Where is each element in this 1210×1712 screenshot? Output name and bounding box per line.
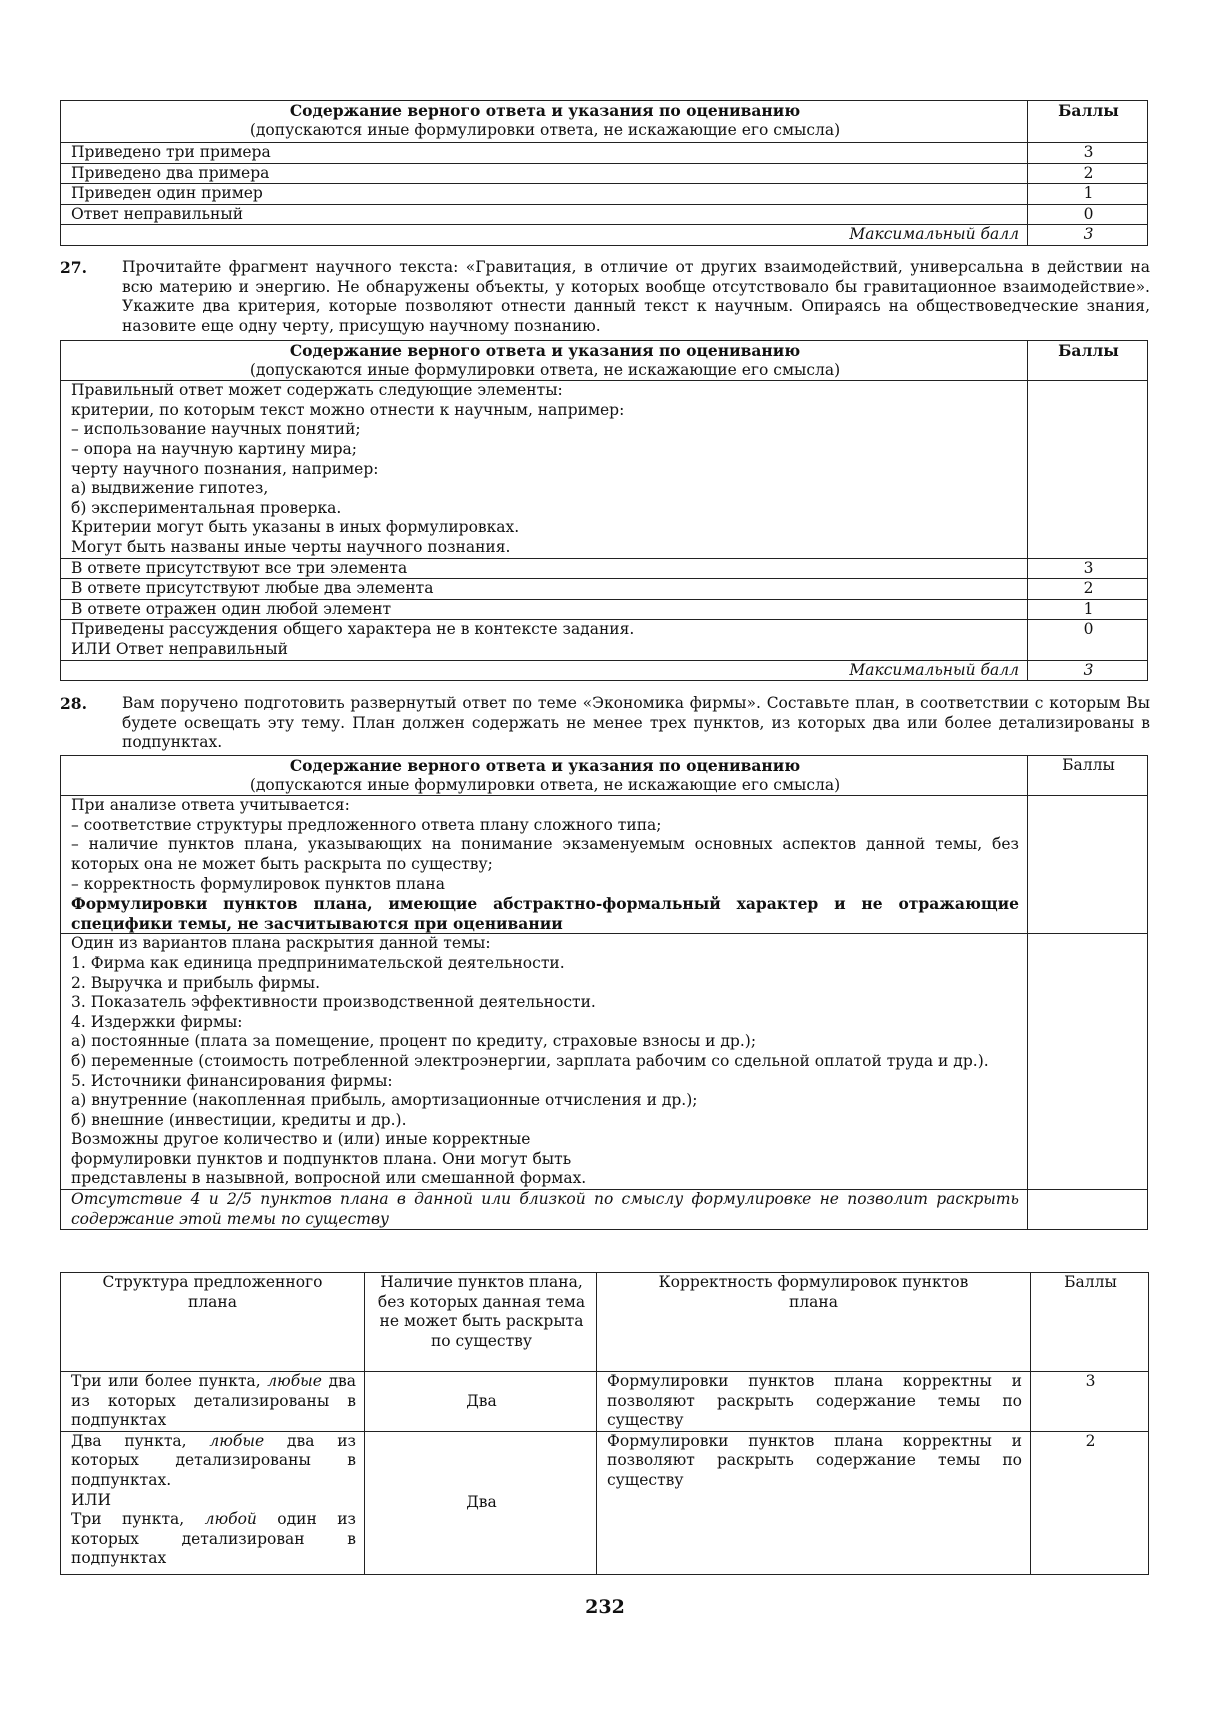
criterion-text: Приведено два примера bbox=[61, 163, 1028, 184]
plan-scoring-table bbox=[60, 1272, 1149, 1575]
question-number: 28. bbox=[60, 694, 87, 713]
header-subtitle: (допускаются иные формулировки ответа, не искажающие его смысла) bbox=[249, 120, 841, 139]
correctness-cell: Формулировки пунктов плана корректны и позволяют раскрыть содержание темы по существу bbox=[597, 1431, 1031, 1574]
header-title: Содержание верного ответа и указания по оцениванию bbox=[289, 341, 801, 360]
empty-score-cell bbox=[1028, 796, 1148, 934]
plan-line: 5. Источники финансирования фирмы: bbox=[71, 1071, 393, 1090]
criteria-line: – наличие пунктов плана, указывающих на понимание экзаменуемым основных аспектов данной темы, без которых она не может быть раскрыта по существу; bbox=[71, 835, 1019, 873]
score-value: 2 bbox=[1028, 163, 1148, 184]
content-line: критерии, по которым текст можно отнести к научным, например: bbox=[71, 400, 625, 419]
structure-or: ИЛИ bbox=[71, 1490, 111, 1509]
plan-row bbox=[61, 934, 1148, 1190]
structure-emphasis: любой bbox=[204, 1510, 257, 1529]
table-row bbox=[61, 1431, 1149, 1574]
score-value: 0 bbox=[1028, 620, 1148, 660]
plan-line: Один из вариантов плана раскрытия данной темы: bbox=[71, 934, 491, 953]
criterion-text: Приведено три примера bbox=[61, 143, 1028, 164]
scoring-table-27 bbox=[60, 340, 1148, 681]
criterion-text: Приведен один пример bbox=[61, 184, 1028, 205]
table-row bbox=[61, 143, 1148, 164]
structure-text: Три или более пункта, bbox=[71, 1372, 268, 1390]
score-header: Баллы bbox=[1028, 101, 1148, 143]
score-value: 2 bbox=[1028, 579, 1148, 600]
score-value: 3 bbox=[1031, 1372, 1149, 1432]
criterion-text bbox=[61, 620, 1028, 660]
header-structure: Структура предложенного плана bbox=[61, 1273, 365, 1372]
score-header: Баллы bbox=[1028, 756, 1148, 796]
score-value: 3 bbox=[1028, 558, 1148, 579]
content-line: Критерии могут быть указаны в иных формулировках. bbox=[71, 518, 520, 537]
plan-line: б) переменные (стоимость потребленной электроэнергии, зарплата рабочим со сдельной оплатой труда и др.). bbox=[71, 1051, 989, 1070]
header-cell bbox=[61, 341, 1028, 381]
content-line: б) экспериментальная проверка. bbox=[71, 498, 342, 517]
empty-score-cell bbox=[1028, 934, 1148, 1190]
header-presence: Наличие пунктов плана, без которых данная тема не может быть раскрыта по существу bbox=[365, 1273, 597, 1372]
content-line: Правильный ответ может содержать следующие элементы: bbox=[71, 381, 563, 400]
criterion-text: В ответе присутствуют все три элемента bbox=[61, 558, 1028, 579]
max-score-label: Максимальный балл bbox=[61, 660, 1028, 681]
table-row bbox=[61, 163, 1148, 184]
note-text: Отсутствие 4 и 2/5 пунктов плана в данной или близкой по смыслу формулировке не позволит раскрыть содержание этой темы по существу bbox=[61, 1190, 1028, 1230]
empty-score-cell bbox=[1028, 381, 1148, 558]
scoring-table-28 bbox=[60, 755, 1148, 1230]
table-row bbox=[61, 620, 1148, 660]
table-row bbox=[61, 204, 1148, 225]
question-text: Вам поручено подготовить развернутый ответ по теме «Экономика фирмы». Составьте план, в соответствии с которым Вы будете освещать эту тему. План должен содержать не менее трех пунктов, из которых два или более детализированы в подпунктах. bbox=[122, 694, 1150, 752]
answer-content-row bbox=[61, 381, 1148, 558]
plan-line: 3. Показатель эффективности производственной деятельности. bbox=[71, 993, 596, 1012]
structure-text: два из которых детализированы в подпунктах. bbox=[71, 1431, 357, 1489]
question-number: 27. bbox=[60, 258, 87, 277]
header-cell bbox=[61, 101, 1028, 143]
criterion-text: В ответе присутствуют любые два элемента bbox=[61, 579, 1028, 600]
criterion-line: Приведены рассуждения общего характера не в контексте задания. bbox=[71, 620, 635, 639]
criterion-text: В ответе отражен один любой элемент bbox=[61, 599, 1028, 620]
score-value: 1 bbox=[1028, 184, 1148, 205]
structure-emphasis: любые bbox=[267, 1372, 322, 1390]
score-value: 1 bbox=[1028, 599, 1148, 620]
note-row bbox=[61, 1190, 1148, 1230]
question-text: Прочитайте фрагмент научного текста: «Гравитация, в отличие от других взаимодействий, универсальна в действии на всю материю и энергию. Не обнаружены объекты, у которых вообще отсутствовало бы гравитационное взаимодействие». Укажите два критерия, которые позволяют отнести данный текст к научным. Опираясь на обществоведческие знания, назовите еще одну черту, присущую научному познанию. bbox=[122, 258, 1150, 335]
content-line: Могут быть названы иные черты научного познания. bbox=[71, 537, 511, 556]
structure-cell bbox=[61, 1431, 365, 1574]
content-line: а) выдвижение гипотез, bbox=[71, 479, 269, 498]
plan-line: представлены в назывной, вопросной или смешанной формах. bbox=[71, 1169, 587, 1188]
criteria-line: – соответствие структуры предложенного ответа плану сложного типа; bbox=[71, 815, 662, 834]
header-subtitle: (допускаются иные формулировки ответа, не искажающие его смысла) bbox=[249, 360, 841, 379]
empty-score-cell bbox=[1028, 1190, 1148, 1230]
criterion-line: ИЛИ Ответ неправильный bbox=[71, 639, 288, 658]
criteria-content bbox=[61, 796, 1028, 934]
max-score-label: Максимальный балл bbox=[61, 225, 1028, 246]
plan-line: 2. Выручка и прибыль фирмы. bbox=[71, 973, 321, 992]
criterion-text: Ответ неправильный bbox=[61, 204, 1028, 225]
criteria-line: При анализе ответа учитывается: bbox=[71, 796, 350, 815]
structure-text: два из которых детализированы в подпунктах bbox=[71, 1372, 356, 1430]
table-row bbox=[61, 599, 1148, 620]
table-row bbox=[61, 1372, 1149, 1432]
max-score-row bbox=[61, 225, 1148, 246]
structure-cell bbox=[61, 1372, 365, 1432]
score-header: Баллы bbox=[1028, 341, 1148, 381]
table-header-row bbox=[61, 101, 1148, 143]
plan-line: а) постоянные (плата за помещение, процент по кредиту, страховые взносы и др.); bbox=[71, 1032, 757, 1051]
table-row bbox=[61, 579, 1148, 600]
criteria-row bbox=[61, 796, 1148, 934]
presence-cell: Два bbox=[365, 1431, 597, 1574]
structure-emphasis: любые bbox=[209, 1431, 265, 1450]
scoring-table-26 bbox=[60, 100, 1148, 246]
structure-text: один из которых детализирован в подпунктах bbox=[71, 1510, 356, 1568]
score-value: 0 bbox=[1028, 204, 1148, 225]
table-row bbox=[61, 558, 1148, 579]
header-score: Баллы bbox=[1031, 1273, 1149, 1372]
max-score-value: 3 bbox=[1028, 660, 1148, 681]
plan-content bbox=[61, 934, 1028, 1190]
structure-text: Два пункта, bbox=[71, 1431, 210, 1450]
max-score-value: 3 bbox=[1028, 225, 1148, 246]
criteria-bold-note: Формулировки пунктов плана, имеющие абстрактно-формальный характер и не отражающие специфики темы, не засчитываются при оценивании bbox=[71, 894, 1019, 933]
plan-line: Возможны другое количество и (или) иные корректные bbox=[71, 1130, 531, 1149]
presence-cell: Два bbox=[365, 1372, 597, 1432]
header-title: Содержание верного ответа и указания по оцениванию bbox=[289, 756, 801, 775]
plan-line: а) внутренние (накопленная прибыль, амортизационные отчисления и др.); bbox=[71, 1091, 698, 1110]
max-score-row bbox=[61, 660, 1148, 681]
header-correctness: Корректность формулировок пунктов плана bbox=[597, 1273, 1031, 1372]
question-27 bbox=[60, 258, 1150, 336]
correctness-cell: Формулировки пунктов плана корректны и позволяют раскрыть содержание темы по существу bbox=[597, 1372, 1031, 1432]
header-cell bbox=[61, 756, 1028, 796]
content-line: черту научного познания, например: bbox=[71, 459, 379, 478]
question-28 bbox=[60, 694, 1150, 753]
criteria-line: – корректность формулировок пунктов плана bbox=[71, 874, 445, 893]
header-subtitle: (допускаются иные формулировки ответа, не искажающие его смысла) bbox=[249, 775, 841, 794]
table-header-row bbox=[61, 341, 1148, 381]
table-header-row bbox=[61, 756, 1148, 796]
score-value: 2 bbox=[1031, 1431, 1149, 1574]
content-line: – использование научных понятий; bbox=[71, 420, 361, 439]
table-row bbox=[61, 184, 1148, 205]
plan-line: б) внешние (инвестиции, кредиты и др.). bbox=[71, 1110, 407, 1129]
header-title: Содержание верного ответа и указания по оцениванию bbox=[289, 101, 801, 120]
score-value: 3 bbox=[1028, 143, 1148, 164]
content-line: – опора на научную картину мира; bbox=[71, 439, 357, 458]
page-number: 232 bbox=[585, 1596, 625, 1618]
plan-line: формулировки пунктов и подпунктов плана. Они могут быть bbox=[71, 1149, 572, 1168]
plan-line: 4. Издержки фирмы: bbox=[71, 1012, 243, 1031]
plan-line: 1. Фирма как единица предпринимательской деятельности. bbox=[71, 953, 565, 972]
answer-content bbox=[61, 381, 1028, 558]
table-header-row bbox=[61, 1273, 1149, 1372]
structure-text: Три пункта, bbox=[71, 1510, 205, 1529]
